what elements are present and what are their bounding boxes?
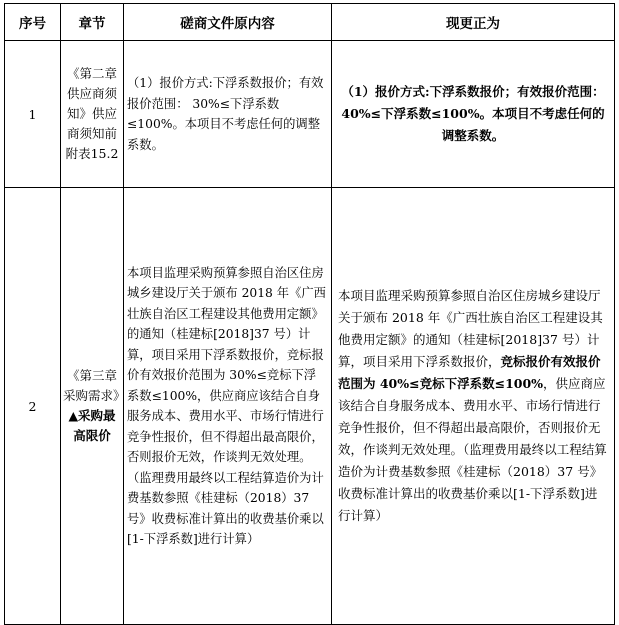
row-original-content — [124, 41, 332, 188]
row-section-text: 《第二章供应商须知》供应商须知前附表15.2 — [65, 66, 119, 161]
row-changed-text: （1）报价方式:下浮系数报价；有效报价范围： 40%≤下浮系数≤100%。本项目不考虑任何的调整系数。 — [341, 84, 605, 143]
correction-table — [4, 3, 615, 625]
header-original: 磋商文件原内容 — [124, 4, 332, 41]
header-section: 章节 — [61, 4, 124, 41]
row-changed-content — [332, 188, 615, 625]
row-seq: 2 — [5, 188, 61, 625]
row-changed-text-post: ，供应商应该结合自身服务成本、费用水平、市场行情进行竞争性报价，但不得超出最高限价，否则报价无效，作谈判无效处理。（监理费用最终以工程结算造价为计费基数参照《桂建标（2018）37 号》收费标准计算出的收费基价乘以[1-下浮系数]进行计算） — [338, 376, 607, 523]
row-changed-content — [332, 41, 615, 188]
table-row — [5, 188, 615, 625]
row-section-text: 《第三章采购需求》 — [63, 368, 126, 403]
header-seq: 序号 — [5, 4, 61, 41]
header-changed: 现更正为 — [332, 4, 615, 41]
table-row — [5, 41, 615, 188]
row-original-text: （1）报价方式:下浮系数报价；有效报价范围： 30%≤下浮系数≤100%。本项目不考虑任何的调整系数。 — [127, 76, 324, 152]
row-section-bold-text: ▲采购最高限价 — [68, 408, 116, 443]
row-changed-text-pre: 本项目监理采购预算参照自治区住房城乡建设厅关于颁布 2018 年《广西壮族自治区工程建设其他费用定额》的通知（桂建标[2018]37 号）计算，项目采用下浮系数报价， — [338, 288, 603, 369]
row-section — [61, 188, 124, 625]
correction-table-page — [4, 3, 614, 613]
row-original-content — [124, 188, 332, 625]
row-section — [61, 41, 124, 188]
row-changed-text-bold: 竞标报价有效报价范围为 40%≤竞标下浮系数≤100% — [338, 354, 601, 391]
row-seq: 1 — [5, 41, 61, 188]
row-original-text: 本项目监理采购预算参照自治区住房城乡建设厅关于颁布 2018 年《广西壮族自治区工程建设其他费用定额》的通知（桂建标[2018]37 号）计算，项目采用下浮系数报价，竞标报价有效报价范围为 30%≤竞标下浮系数≤100%，供应商应该结合自身服务成本、费用水平、市场行情进行竞争性报价，但不得超出最高限价，否则报价无效，作谈判无效处理。（监理费用最终以工程结算造价为计费基数参照《桂建标（2018）37 号》收费标准计算出的收费基价乘以[1-下浮系数]进行计算） — [127, 265, 326, 546]
table-header-row — [5, 4, 615, 41]
